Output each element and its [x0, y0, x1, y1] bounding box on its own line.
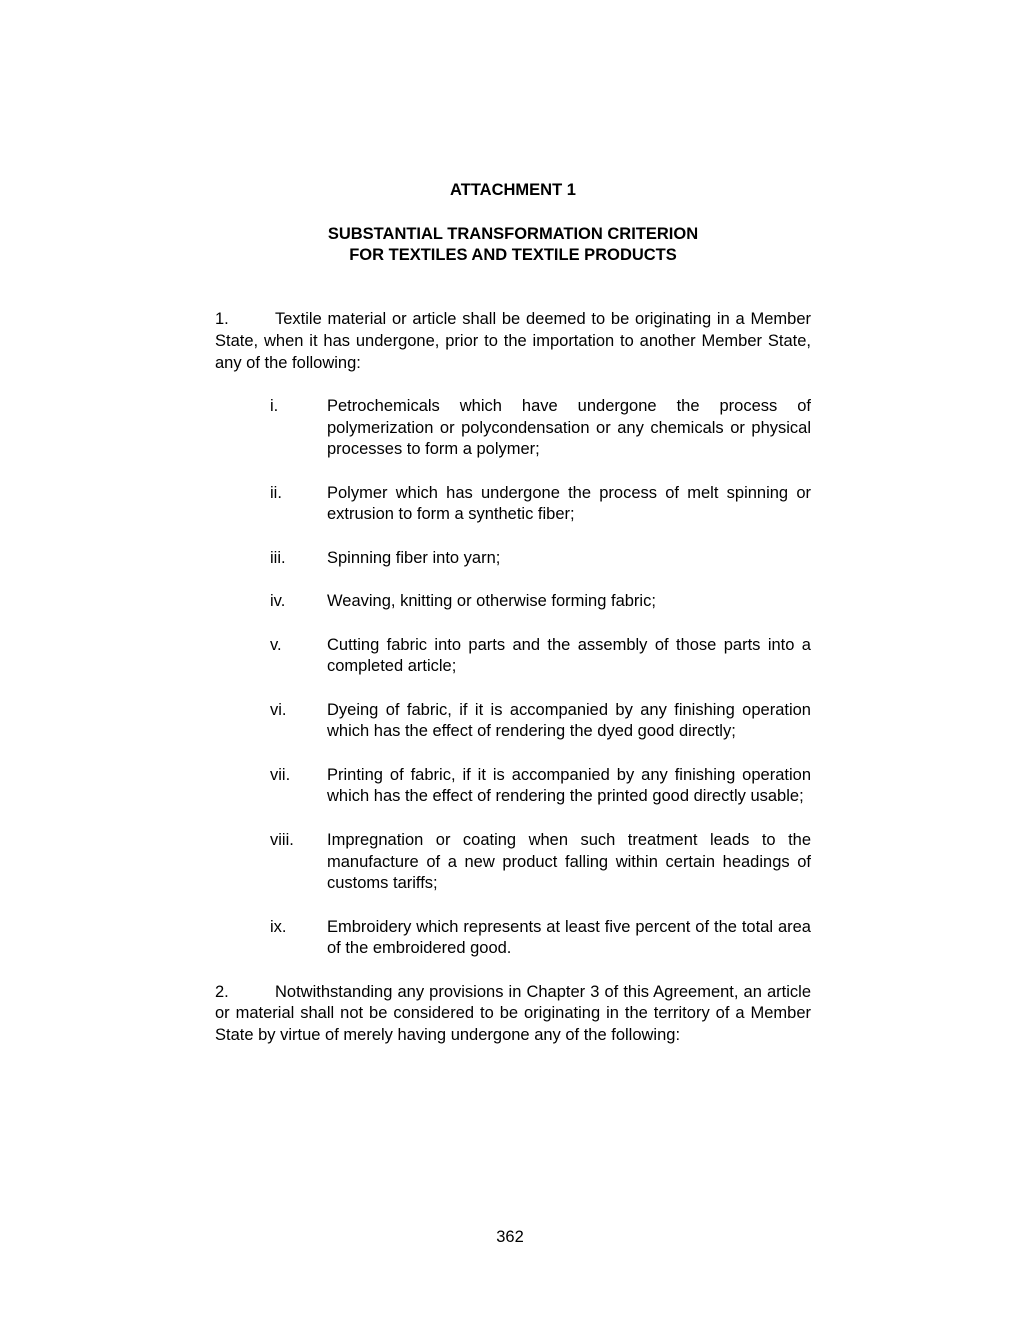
subtitle-line-1: SUBSTANTIAL TRANSFORMATION CRITERION: [327, 224, 699, 243]
criteria-list: [215, 396, 811, 960]
subtitle-line-2: FOR TEXTILES AND TEXTILE PRODUCTS: [349, 246, 677, 265]
list-item-text: Spinning fiber into yarn;: [327, 548, 501, 567]
list-item-text: Dyeing of fabric, if it is accompanied by any finishing operation which has the effect of rendering the dyed good directly;: [327, 700, 811, 741]
list-item: [215, 830, 811, 895]
attachment-title: ATTACHMENT 1: [450, 181, 576, 199]
paragraph-1-number: 1.: [215, 310, 229, 329]
document-content: [215, 180, 811, 1069]
list-item-text: Printing of fabric, if it is accompanied by any finishing operation which has the effect of rendering the printed good directly usable;: [327, 765, 811, 806]
list-item-marker: ix.: [270, 917, 287, 936]
list-item-marker: v.: [270, 635, 282, 654]
paragraph-2: [215, 982, 811, 1047]
list-item-marker: vi.: [270, 700, 287, 719]
list-item-text: Petrochemicals which have undergone the process of polymerization or polycondensation or any chemicals or physical processes to form a polymer;: [327, 396, 811, 459]
paragraph-2-text: Notwithstanding any provisions in Chapter 3 of this Agreement, an article or material shall not be considered to be originating in the territory of a Member State by virtue of merely having undergone any of the following:: [215, 982, 811, 1045]
list-item: [215, 483, 811, 526]
list-item: [215, 635, 811, 678]
list-item-marker: iii.: [270, 548, 286, 567]
list-item: [215, 700, 811, 743]
list-item-marker: vii.: [270, 765, 291, 784]
list-item: [215, 591, 811, 613]
list-item-text: Cutting fabric into parts and the assembly of those parts into a completed article;: [327, 635, 811, 676]
document-subtitle: [215, 224, 811, 267]
list-item-text: Impregnation or coating when such treatment leads to the manufacture of a new product falling within certain headings of customs tariffs;: [327, 830, 811, 893]
paragraph-2-number: 2.: [215, 982, 229, 1001]
page-number: 362: [496, 1228, 524, 1246]
list-item-text: Weaving, knitting or otherwise forming fabric;: [327, 592, 656, 611]
list-item-marker: i.: [270, 396, 279, 415]
paragraph-1: [215, 309, 811, 374]
list-item-marker: iv.: [270, 592, 286, 611]
list-item: [215, 548, 811, 570]
list-item-marker: viii.: [270, 830, 294, 849]
list-item-marker: ii.: [270, 483, 282, 502]
list-item: [215, 917, 811, 960]
list-item-text: Embroidery which represents at least five percent of the total area of the embroidered good.: [327, 917, 811, 958]
paragraph-1-text: Textile material or article shall be deemed to be originating in a Member State, when it has undergone, prior to the importation to another Member State, any of the following:: [215, 310, 811, 372]
list-item: [215, 765, 811, 808]
list-item-text: Polymer which has undergone the process of melt spinning or extrusion to form a synthetic fiber;: [327, 483, 811, 524]
list-item: [215, 396, 811, 461]
